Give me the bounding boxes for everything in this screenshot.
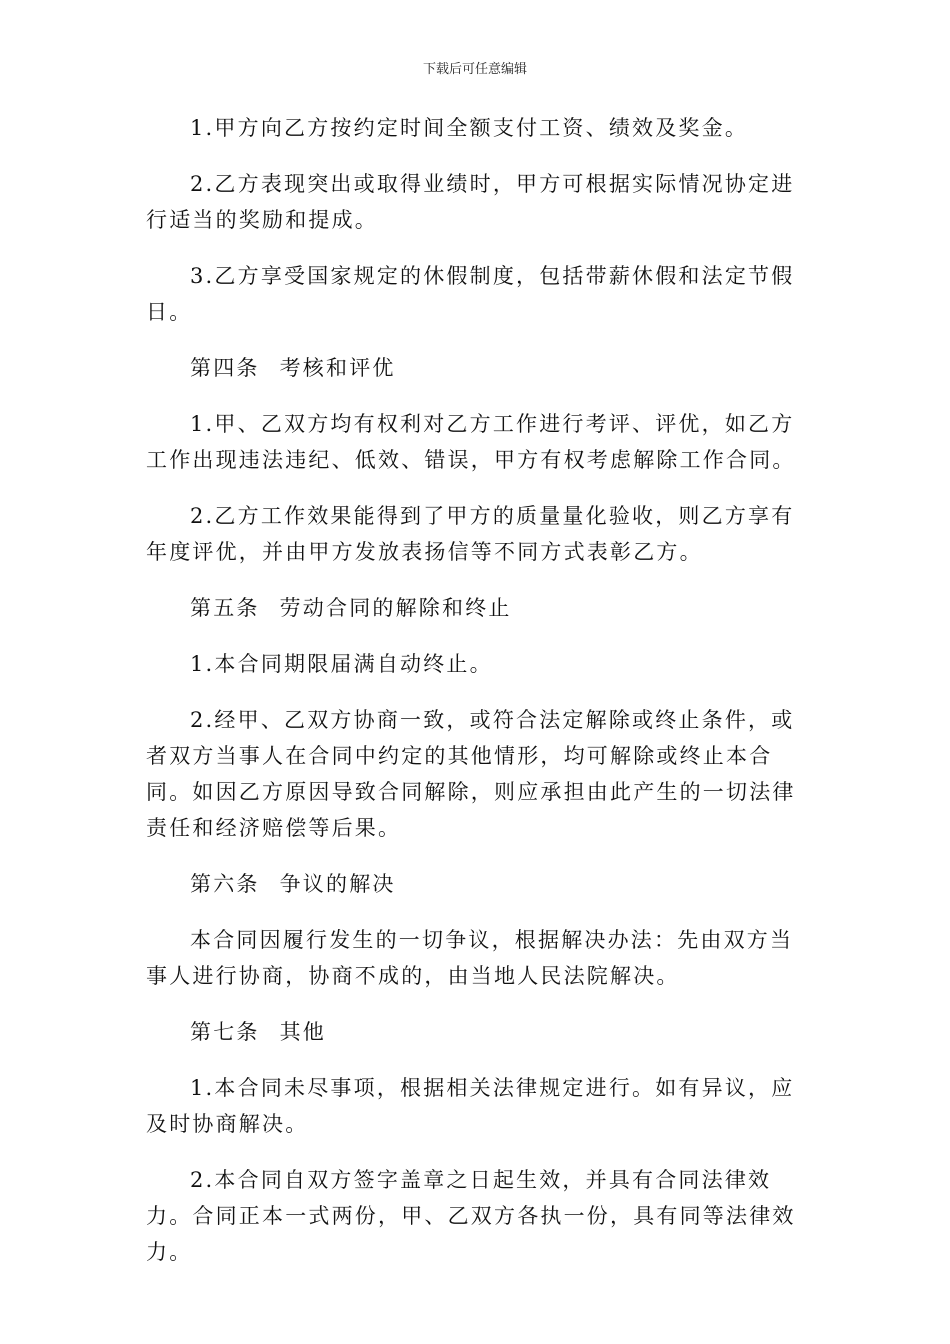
article-7-clause-2: 2.本合同自双方签字盖章之日起生效，并具有合同法律效力。合同正本一式两份，甲、乙双方各执一份，具有同等法律效力。 bbox=[146, 1168, 796, 1264]
article-4-title: 考核和评优 bbox=[279, 356, 396, 380]
article-4-clause-1: 1.甲、乙双方均有权利对乙方工作进行考评、评优，如乙方工作出现违法违纪、低效、错误，甲方有权考虑解除工作合同。 bbox=[146, 412, 796, 472]
article-5-clause-1: 1.本合同期限届满自动终止。 bbox=[190, 652, 493, 676]
contract-document-body bbox=[146, 110, 811, 1290]
article-4-heading bbox=[190, 350, 811, 386]
article-6-clause-1: 本合同因履行发生的一切争议，根据解决办法：先由双方当事人进行协商，协商不成的，由当地人民法院解决。 bbox=[146, 928, 794, 988]
article-7-number: 第七条 bbox=[190, 1020, 260, 1044]
article-5-heading bbox=[190, 590, 811, 626]
page-header-note: 下载后可任意编辑 bbox=[422, 62, 527, 77]
article-4-number: 第四条 bbox=[190, 356, 260, 380]
article-6-number: 第六条 bbox=[190, 872, 260, 896]
article-6-heading bbox=[190, 866, 811, 902]
article-4-clause-2: 2.乙方工作效果能得到了甲方的质量量化验收，则乙方享有年度评优，并由甲方发放表扬信等不同方式表彰乙方。 bbox=[146, 504, 795, 564]
article-5-clause-2: 2.经甲、乙双方协商一致，或符合法定解除或终止条件，或者双方当事人在合同中约定的其他情形，均可解除或终止本合同。如因乙方原因导致合同解除，则应承担由此产生的一切法律责任和经济赔偿等后果。 bbox=[146, 708, 796, 840]
article-7-clause-1: 1.本合同未尽事项，根据相关法律规定进行。如有异议，应及时协商解决。 bbox=[146, 1076, 795, 1136]
paragraph-pay-1: 1.甲方向乙方按约定时间全额支付工资、绩效及奖金。 bbox=[190, 116, 749, 140]
paragraph-pay-2: 2.乙方表现突出或取得业绩时，甲方可根据实际情况协定进行适当的奖励和提成。 bbox=[146, 172, 795, 232]
paragraph-pay-3: 3.乙方享受国家规定的休假制度，包括带薪休假和法定节假日。 bbox=[146, 264, 795, 324]
article-7-heading bbox=[190, 1014, 811, 1050]
article-5-number: 第五条 bbox=[190, 596, 260, 620]
article-5-title: 劳动合同的解除和终止 bbox=[279, 596, 512, 620]
article-6-title: 争议的解决 bbox=[279, 872, 396, 896]
article-7-title: 其他 bbox=[279, 1020, 327, 1044]
